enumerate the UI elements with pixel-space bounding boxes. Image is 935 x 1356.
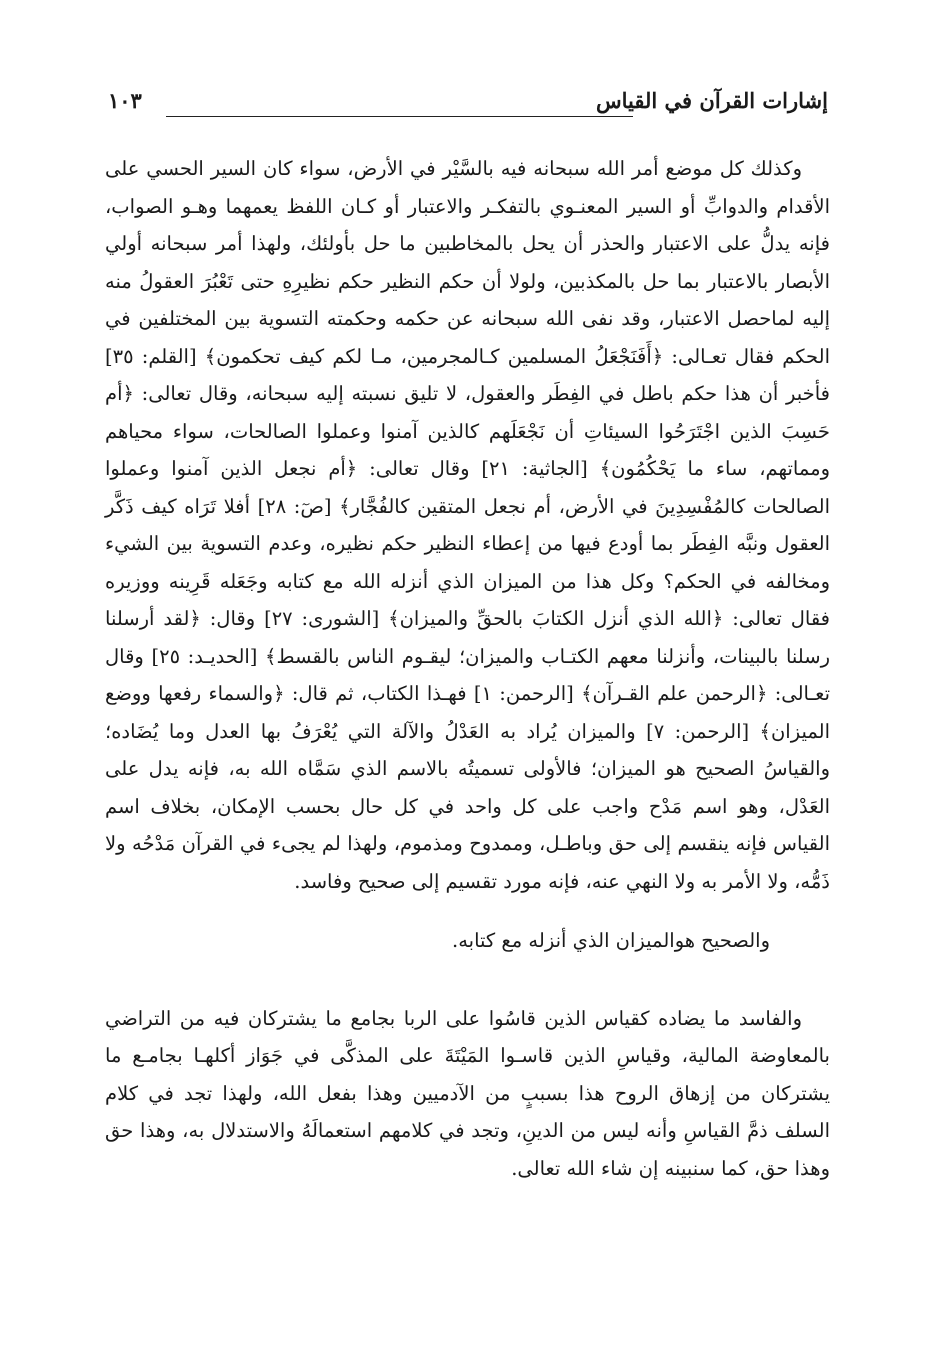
running-title: إشارات القرآن في القياس [596, 88, 828, 113]
paragraph-3: والفاسد ما يضاده كقياس الذين قاسُوا على الربا بجامع ما يشتركان فيه من التراضي بالمعاوضة المالية، وقياسِ الذين قاسـوا المَيْتَةَ على المذكَّى في جَوَاز أكلهـا بجامـع ما يشتركان من إزهاق الروح هذا بسببٍ من الآدميين وهذا بفعل الله، ولهذا تجد في كلام السلف ذمَّ القياسِ وأنه ليس من الدينِ، وتجد في كلامهم استعمالَهُ والاستدلال به، وهذا حق وهذا حق، كما سنبينه إن شاء الله تعالى. [105, 1006, 830, 1180]
header-rule [166, 116, 633, 117]
running-header [108, 88, 828, 128]
paragraph-1: وكذلك كل موضع أمر الله سبحانه فيه بالسَّيْر في الأرض، سواء كان السير الحسي على الأقدام والدوابِّ أو السير المعنـوي بالتفكـر والاعتبار أو كـان اللفظ يعمهما وهـو الصواب، فإنه يدلُّ على الاعتبار والحذر أن يحل بالمخاطبين ما حل بأولئك، ولهذا أمر سبحانه أولي الأبصار بالاعتبار بما حل بالمكذبين، ولولا أن حكم النظير حكم نظيرِهِ حتى تَعْبُرَ العقولُ منه إليه لماحصل الاعتبار، وقد نفى الله سبحانه عن حكمه وحكمته التسوية بين المختلفين في الحكم فقال تعـالى: ﴿أَفَنَجْعَلُ المسلمين كـالمجرمين، مـا لكم كيف تحكمون﴾ [القلم: ٣٥] فأخبر أن هذا حكم باطل في الفِطَر والعقول، لا تليق نسبته إليه سبحانه، وقال تعالى: ﴿أم حَسِبَ الذين اجْتَرَحُوا السيئاتِ أن نَجْعَلَهم كالذين آمنوا وعملوا الصالحات، سواء محياهم ومماتهم، ساء ما يَحْكُمُون﴾ [الجاثية: ٢١] وقال تعالى: ﴿أم نجعل الذين آمنوا وعملوا الصالحات كالمُفْسِدِينَ في الأرض، أم نجعل المتقين كالفُجَّار﴾ [صٓ: ٢٨] أفلا تَرَاه كيف ذَكَّر العقول ونبَّه الفِطَر بما أودع فيها من إعطاء النظير حكم نظيره، وعدم التسوية بين الشيء ومخالفه في الحكم؟ وكل هذا من الميزان الذي أنزله الله مع كتابه وجَعَله قَرِينه ووزيره فقال تعالى: ﴿الله الذي أنزل الكتابَ بالحقِّ والميزان﴾ [الشورى: ٢٧] وقال: ﴿لقد أرسلنا رسلنا بالبينات، وأنزلنا معهم الكتـاب والميزان؛ ليقـوم الناس بالقسط﴾ [الحديـد: ٢٥] وقال تعـالى: ﴿الرحمن علم القـرآن﴾ [الرحمن: ١] فهـذا الكتاب، ثم قال: ﴿والسماء رفعها ووضع الميزان﴾ [الرحمن: ٧] والميزان يُراد به العَدْلُ والآلة التي يُعْرَفُ بها العدل وما يُضَاده؛ والقياسُ الصحيح هو الميزان؛ فالأولى تسميتُه بالاسم الذي سَمَّاه الله به، فإنه يدل على العَدْل، وهو اسم مَدْح واجب على كل واحد في كل حال بحسب الإمكان، بخلاف اسم القياس فإنه ينقسم إلى حق وباطـل، وممدوح ومذموم، ولهذا لم يجىء في القرآن مَدْحُه ولا ذَمُّه، ولا الأمر به ولا النهي عنه، فإنه مورد تقسيم إلى صحيح وفاسد. [105, 157, 830, 893]
paragraph-2: والصحيح هوالميزان الذي أنزله مع كتابه. [452, 929, 770, 952]
page-number: ١٠٣ [108, 88, 142, 113]
body-text [105, 150, 830, 1187]
